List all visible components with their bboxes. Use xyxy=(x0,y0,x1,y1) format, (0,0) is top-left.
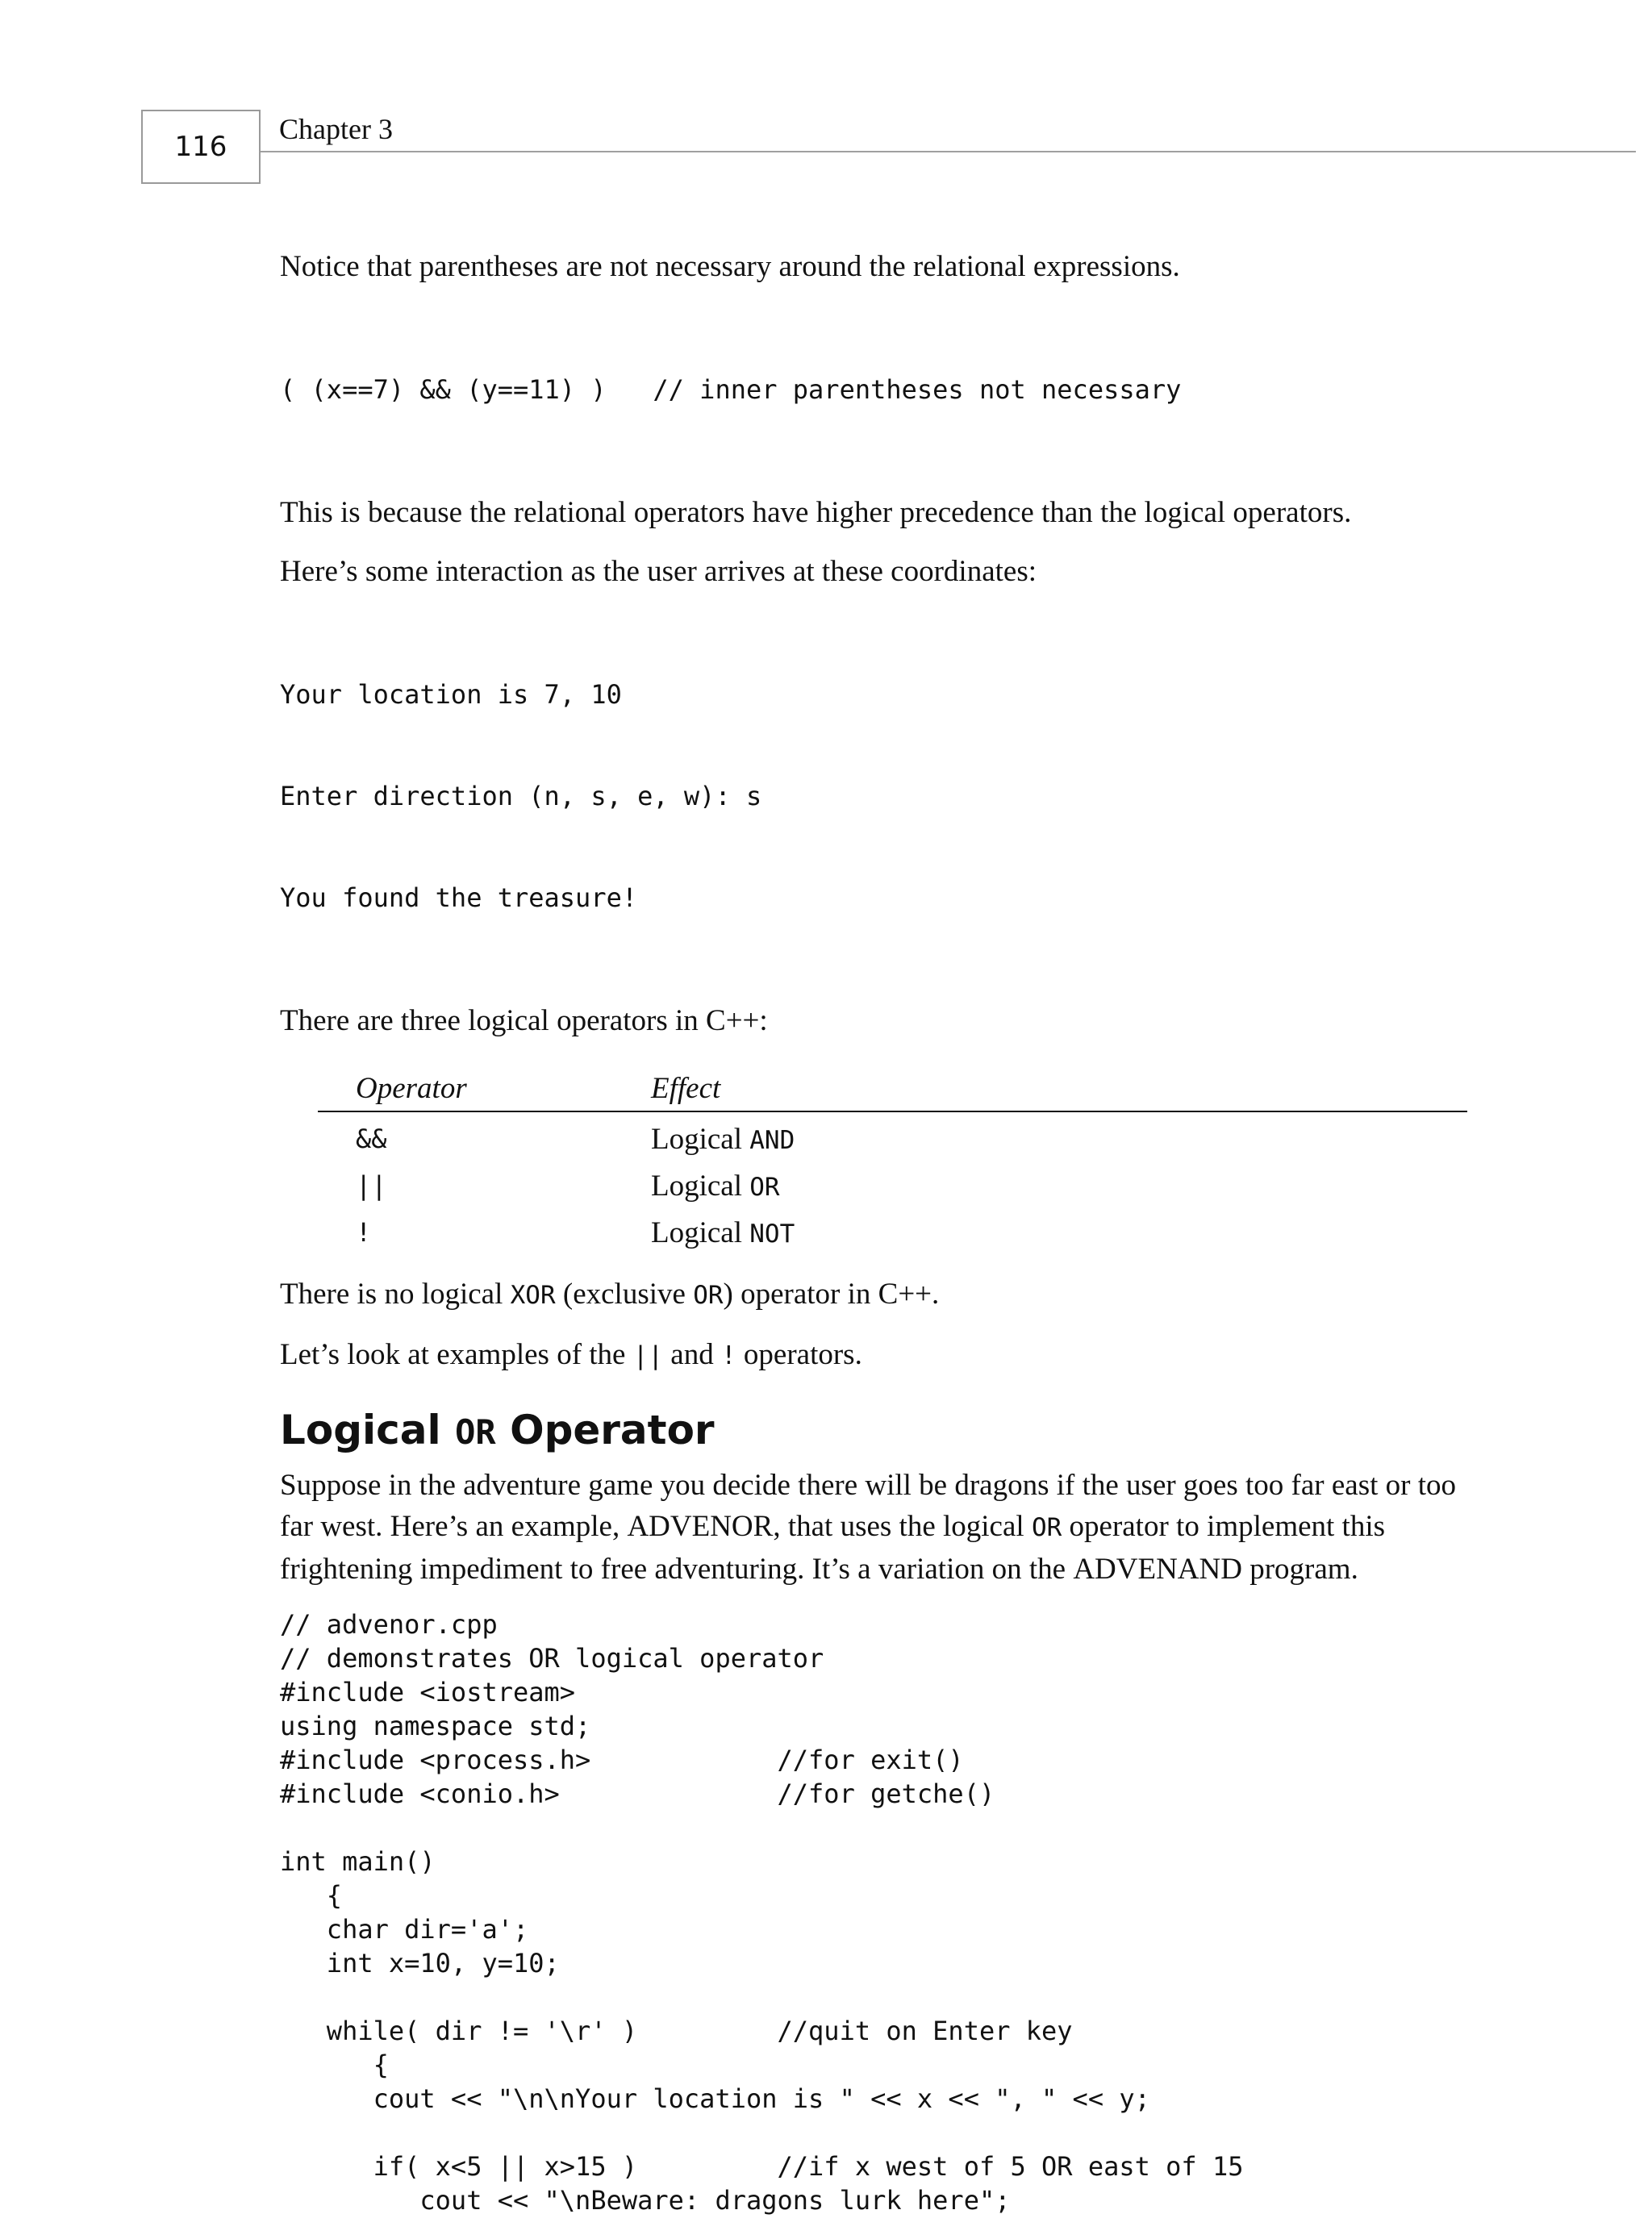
text-run: There is no logical xyxy=(280,1278,511,1311)
table-header-effect: Effect xyxy=(651,1072,721,1105)
text-run: program. xyxy=(1241,1553,1358,1586)
code-line xyxy=(280,1980,1474,2014)
code-listing-advenor xyxy=(280,1607,1474,2217)
page-number: 116 xyxy=(141,110,261,184)
text-run: and xyxy=(663,1338,721,1371)
code-line: #include <conio.h> //for getche() xyxy=(280,1778,995,1809)
text-run: ) operator in C++. xyxy=(723,1278,940,1311)
operator-symbol: && xyxy=(356,1124,387,1154)
paragraph-three-operators: There are three logical operators in C++: xyxy=(280,1004,768,1037)
text-run: operator to implement this frightening impediment to free adventuring. It’s a variation on the xyxy=(280,1510,1386,1586)
paragraph-examples xyxy=(280,1334,1474,1377)
header-rule xyxy=(261,151,1636,152)
code-line: Enter direction (n, s, e, w): s xyxy=(280,781,762,811)
operator-effect xyxy=(651,1122,795,1157)
text-run: Suppose in the adventure game you decide there will be dragons if the user goes too far east or too far west. Here’s an example, xyxy=(280,1469,1456,1543)
code-line xyxy=(280,2116,1474,2150)
text-run: operators. xyxy=(736,1338,862,1371)
inline-code: || xyxy=(632,1341,664,1370)
code-block-interaction xyxy=(280,610,1474,982)
page-content xyxy=(280,246,1474,2235)
code-line: #include <process.h> //for exit() xyxy=(280,1745,964,1775)
program-name: ADVENOR xyxy=(627,1510,774,1543)
code-line: cout << "\nBeware: dragons lurk here"; xyxy=(280,2185,1011,2216)
text-run: , that uses the logical xyxy=(773,1510,1032,1543)
table-header-operator: Operator xyxy=(356,1072,467,1105)
effect-code: OR xyxy=(749,1172,780,1202)
code-line: int main() xyxy=(280,1846,436,1877)
heading-text: Operator xyxy=(495,1407,715,1453)
effect-word: Logical xyxy=(651,1169,743,1203)
paragraph-parentheses: Notice that parentheses are not necessary around the relational expressions. xyxy=(280,250,1180,283)
code-line: // demonstrates OR logical operator xyxy=(280,1643,824,1674)
text-run: (exclusive xyxy=(555,1278,694,1311)
code-line xyxy=(280,1811,1474,1845)
heading-code: OR xyxy=(455,1412,496,1452)
code-line: using namespace std; xyxy=(280,1711,591,1741)
code-line: You found the treasure! xyxy=(280,882,638,913)
program-name: ADVENAND xyxy=(1073,1553,1242,1586)
code-line: if( x<5 || x>15 ) //if x west of 5 OR east of 15 xyxy=(280,2151,1244,2182)
code-line: ( (x==7) && (y==11) ) // inner parentheses not necessary xyxy=(280,374,1182,405)
table-header-row xyxy=(318,1064,1467,1106)
code-line: cout << "\n\nYour location is " << x << ", " << y; xyxy=(280,2083,1150,2114)
operator-effect xyxy=(651,1169,780,1203)
table-row xyxy=(318,1115,1467,1162)
paragraph-advenor-intro xyxy=(280,1465,1474,1590)
effect-word: Logical xyxy=(651,1122,743,1156)
heading-text: Logical xyxy=(280,1407,456,1453)
code-line: #include <iostream> xyxy=(280,1677,576,1708)
code-line: // advenor.cpp xyxy=(280,1609,498,1640)
chapter-title: Chapter 3 xyxy=(279,113,393,145)
operator-table xyxy=(318,1064,1467,1256)
paragraph-no-xor xyxy=(280,1274,1474,1316)
paragraph-precedence: This is because the relational operators have higher precedence than the logical operators. xyxy=(280,496,1352,529)
table-row xyxy=(318,1162,1467,1209)
inline-code: ! xyxy=(720,1341,736,1370)
code-line: int x=10, y=10; xyxy=(280,1948,560,1979)
inline-code: OR xyxy=(693,1281,724,1310)
code-line: char dir='a'; xyxy=(280,1914,529,1945)
code-line: Your location is 7, 10 xyxy=(280,679,622,710)
effect-code: NOT xyxy=(749,1219,795,1249)
section-heading xyxy=(280,1404,1474,1458)
operator-symbol: || xyxy=(356,1170,387,1201)
code-line: while( dir != '\r' ) //quit on Enter key xyxy=(280,2016,1073,2046)
code-line: { xyxy=(280,2049,389,2080)
table-rule xyxy=(318,1111,1467,1112)
operator-effect xyxy=(651,1215,795,1250)
code-line: { xyxy=(280,1880,343,1911)
text-run: Let’s look at examples of the xyxy=(280,1338,633,1371)
inline-code: XOR xyxy=(510,1281,556,1310)
code-block-expression xyxy=(280,305,1474,474)
paragraph-interaction: Here’s some interaction as the user arrives at these coordinates: xyxy=(280,555,1037,588)
effect-word: Logical xyxy=(651,1215,743,1249)
table-row xyxy=(318,1209,1467,1256)
effect-code: AND xyxy=(749,1125,795,1155)
inline-code: OR xyxy=(1031,1513,1062,1542)
operator-symbol: ! xyxy=(356,1217,372,1248)
